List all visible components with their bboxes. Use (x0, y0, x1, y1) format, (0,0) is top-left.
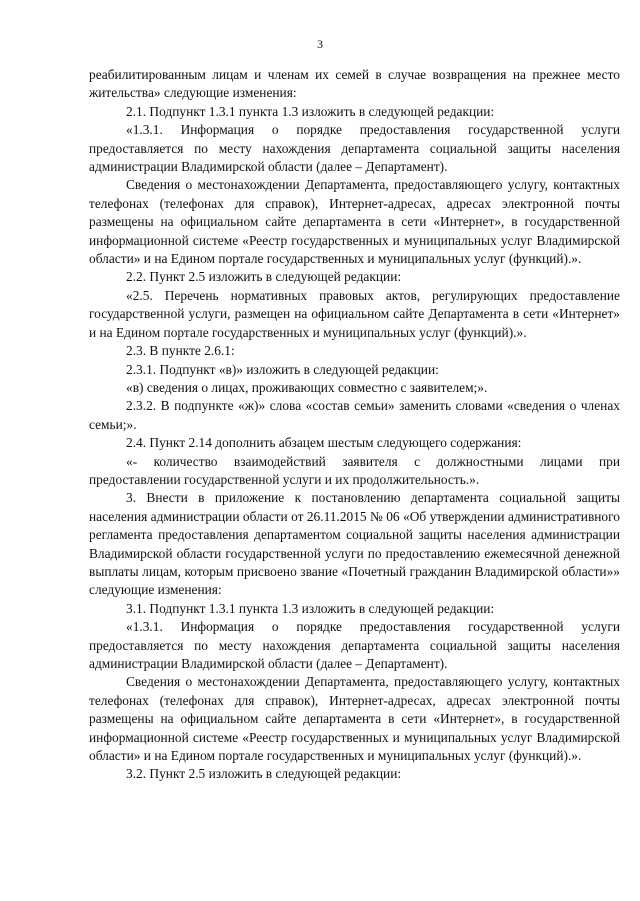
paragraph: «- количество взаимодействий заявителя с должностными лицами при предоставлении государственной услуги и их продолжительность.». (89, 453, 620, 487)
paragraph: Сведения о местонахождении Департамента, предоставляющего услугу, контактных телефонах (телефонах для справок), Интернет-адресах, адресах электронной почты размещены на официальном сайте департамента в сети «Интернет», в государственной информационной системе «Реестр государственных и муниципальных услуг Владимирской области» и на Едином портале государственных и муниципальных услуг (функций).». (89, 177, 620, 267)
paragraph: 2.3. В пункте 2.6.1: (126, 343, 235, 359)
paragraph: «2.5. Перечень нормативных правовых актов, регулирующих предоставление государственной услуги, размещен на официальном сайте Департамента в сети «Интернет» и на Едином портале государственных и муниципальных услуг (функций).». (89, 287, 620, 340)
paragraph: 2.4. Пункт 2.14 дополнить абзацем шестым следующего содержания: (126, 435, 522, 451)
paragraph: 3.2. Пункт 2.5 изложить в следующей редакции: (126, 766, 402, 782)
paragraph: Сведения о местонахождении Департамента, предоставляющего услугу, контактных телефонах (телефонах для справок), Интернет-адресах, адресах электронной почты размещены на официальном сайте департамента в сети «Интернет», в государственной информационной системе «Реестр государственных и муниципальных услуг Владимирской области» и на Едином портале государственных и муниципальных услуг (функций).». (89, 674, 620, 764)
paragraph: «1.3.1. Информация о порядке предоставления государственной услуги предоставляется по месту нахождения департамента социальной защиты населения администрации Владимирской области (далее – Департамент). (89, 122, 620, 175)
paragraph: «1.3.1. Информация о порядке предоставления государственной услуги предоставляется по месту нахождения департамента социальной защиты населения администрации Владимирской области (далее – Департамент). (89, 619, 620, 671)
paragraph: «в) сведения о лицах, проживающих совместно с заявителем;». (126, 379, 488, 395)
paragraph: реабилитированным лицам и членам их семей в случае возвращения на прежнее место жительства» следующие изменения: (89, 67, 620, 101)
paragraph: 2.2. Пункт 2.5 изложить в следующей редакции: (126, 269, 402, 285)
paragraph: 3. Внести в приложение к постановлению департамента социальной защиты населения администрации области от 26.11.2015 № 06 «Об утверждении административного регламента предоставления департаментом социальной защиты населения администрации Владимирской области государственной услуги по предоставлению ежемесячной денежной выплаты лицам, которым присвоено звание «Почетный гражданин Владимирской области»» следующие изменения: (89, 490, 620, 598)
paragraph: 3.1. Подпункт 1.3.1 пункта 1.3 изложить в следующей редакции: (126, 600, 495, 616)
document-body (89, 66, 620, 784)
page-number: 3 (317, 37, 323, 51)
paragraph: 2.1. Подпункт 1.3.1 пункта 1.3 изложить в следующей редакции: (126, 103, 495, 119)
paragraph: 2.3.1. Подпункт «в)» изложить в следующей редакции: (126, 361, 439, 377)
paragraph: 2.3.2. В подпункте «ж)» слова «состав семьи» заменить словами «сведения о членах семьи;». (89, 398, 620, 432)
